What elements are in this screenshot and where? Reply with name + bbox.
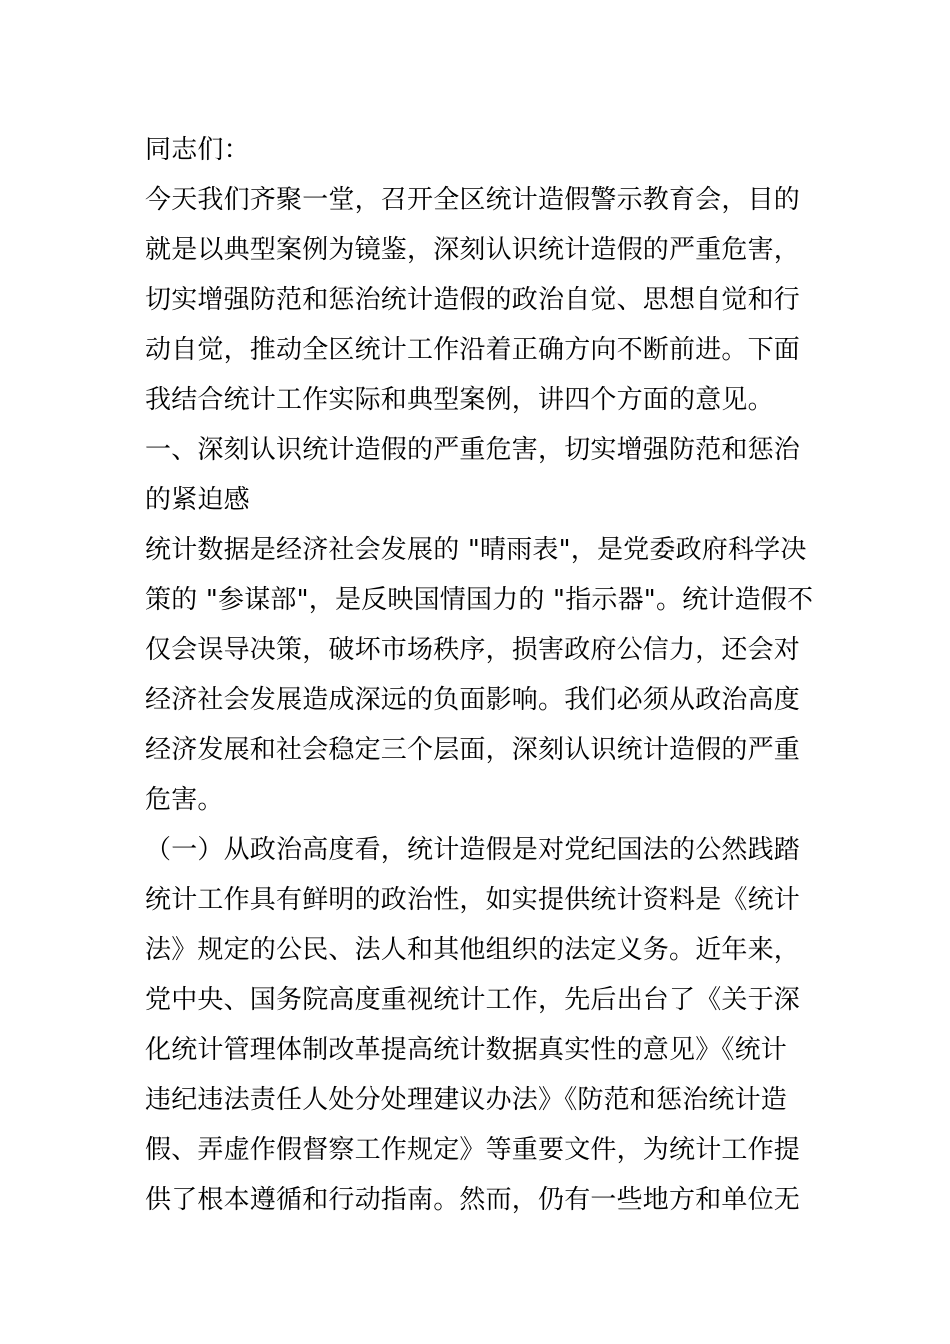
body-text-line: 切实增强防范和惩治统计造假的政治自觉、思想自觉和行 xyxy=(145,285,801,315)
body-text-line: 法》规定的公民、法人和其他组织的法定义务。近年来， xyxy=(145,935,801,965)
body-text-line: 危害。 xyxy=(145,785,224,815)
body-text-line: 我结合统计工作实际和典型案例，讲四个方面的意见。 xyxy=(145,385,774,415)
body-text-line: 假、弄虚作假督察工作规定》等重要文件，为统计工作提 xyxy=(145,1135,801,1165)
body-text-line: 动自觉，推动全区统计工作沿着正确方向不断前进。下面 xyxy=(145,335,801,365)
section-heading: 的紧迫感 xyxy=(145,485,250,515)
body-text-line: 供了根本遵循和行动指南。然而，仍有一些地方和单位无 xyxy=(145,1185,801,1215)
body-text-line: 今天我们齐聚一堂，召开全区统计造假警示教育会，目的 xyxy=(145,185,801,215)
body-text-line: 化统计管理体制改革提高统计数据真实性的意见》《统计 xyxy=(145,1035,788,1065)
body-text-line: 仅会误导决策，破坏市场秩序，损害政府公信力，还会对 xyxy=(145,635,801,665)
body-text-line: 统计工作具有鲜明的政治性，如实提供统计资料是《统计 xyxy=(145,885,801,915)
salutation: 同志们： xyxy=(145,135,250,165)
body-text-line: 策的 "参谋部"，是反映国情国力的 "指示器"。统计造假不 xyxy=(145,585,814,615)
body-text-line: 经济社会发展造成深远的负面影响。我们必须从政治高度 xyxy=(145,685,801,715)
subsection-heading: （一）从政治高度看，统计造假是对党纪国法的公然践踏 xyxy=(145,835,801,865)
body-text-line: 统计数据是经济社会发展的 "晴雨表"，是党委政府科学决 xyxy=(145,535,807,565)
body-text-line: 党中央、国务院高度重视统计工作，先后出台了《关于深 xyxy=(145,985,801,1015)
body-text-line: 经济发展和社会稳定三个层面，深刻认识统计造假的严重 xyxy=(145,735,801,765)
body-text-line: 就是以典型案例为镜鉴，深刻认识统计造假的严重危害， xyxy=(145,235,801,265)
section-heading: 一、深刻认识统计造假的严重危害，切实增强防范和惩治 xyxy=(145,435,801,465)
body-text-line: 违纪违法责任人处分处理建议办法》《防范和惩治统计造 xyxy=(145,1085,788,1115)
